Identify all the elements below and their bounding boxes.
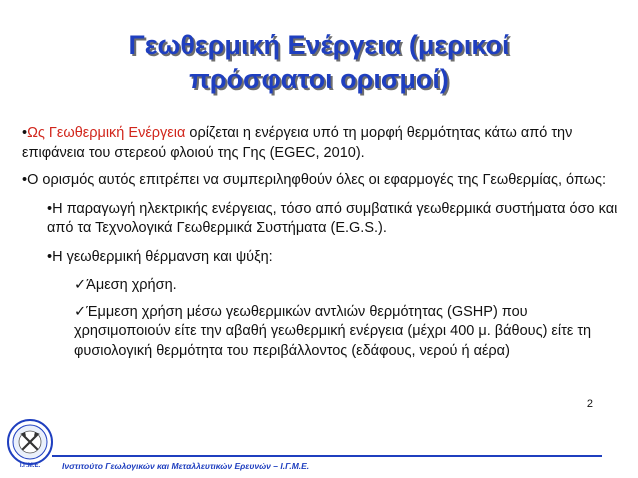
slide-title-line-1: Γεωθερμική Ενέργεια (μερικοί xyxy=(128,30,510,60)
page-number: 2 xyxy=(586,398,593,410)
bullet-icon: • xyxy=(22,125,28,141)
definition-paragraph xyxy=(22,124,622,163)
sub-bullet-heating-text: Η γεωθερμική θέρμανση και ψύξη: xyxy=(52,248,273,265)
footer-institute: Ινστιτούτο Γεωλογικών και Μεταλλευτικών Ερευνών – Ι.Γ.Μ.Ε. xyxy=(62,461,310,471)
scope-paragraph xyxy=(22,171,622,191)
check-item-indirect-use-text: Έμμεση χρήση μέσω γεωθερμικών αντλιών θερμότητας (GSHP) που χρησιμοποιούν είτε την αβαθή γεωθερμική ενέργεια (μέχρι 400 μ. βάθους) είτε τη φυσιολογική θερμότητα του περιβάλλοντος (εδάφους, νερού ή αέρα) xyxy=(74,303,592,359)
highlighted-term: Ως Γεωθερμική Ενέργεια xyxy=(27,125,186,141)
igme-logo xyxy=(6,418,54,470)
slide-title xyxy=(60,28,578,96)
sub-bullet-heating xyxy=(22,248,622,268)
definition-text: ορίζεται η ενέργεια υπό τη μορφή θερμότητας κάτω από την επιφάνεια του στερεού φλοιού της Γης (EGEC, 2010). xyxy=(22,125,573,161)
bullet-icon: • xyxy=(22,172,28,188)
checkmark-icon: ✓ xyxy=(74,303,87,320)
footer-divider xyxy=(52,455,602,457)
checkmark-icon: ✓ xyxy=(74,277,87,293)
check-item-direct-use-text: Άμεση χρήση. xyxy=(86,277,177,293)
bullet-icon: • xyxy=(47,200,53,217)
bullet-icon: • xyxy=(47,248,53,265)
check-item-indirect-use xyxy=(22,303,622,362)
scope-text: Ο ορισμός αυτός επιτρέπει να συμπεριληφθούν όλες οι εφαρμογές της Γεωθερμίας, όπως: xyxy=(27,172,606,188)
check-item-direct-use xyxy=(22,276,622,296)
sub-bullet-electricity-text: Η παραγωγή ηλεκτρικής ενέργειας, τόσο από συμβατικά γεωθερμικά συστήματα όσο και από τα Τεχνολογικά Γεωθερμικά Συστήματα (E.G.S.). xyxy=(47,200,618,236)
logo-text: Ι.Γ.Μ.Ε. xyxy=(19,463,41,469)
sub-bullet-electricity xyxy=(22,200,622,239)
slide-body xyxy=(22,124,622,361)
slide-title-line-2: πρόσφατοι ορισμοί) xyxy=(189,64,449,94)
